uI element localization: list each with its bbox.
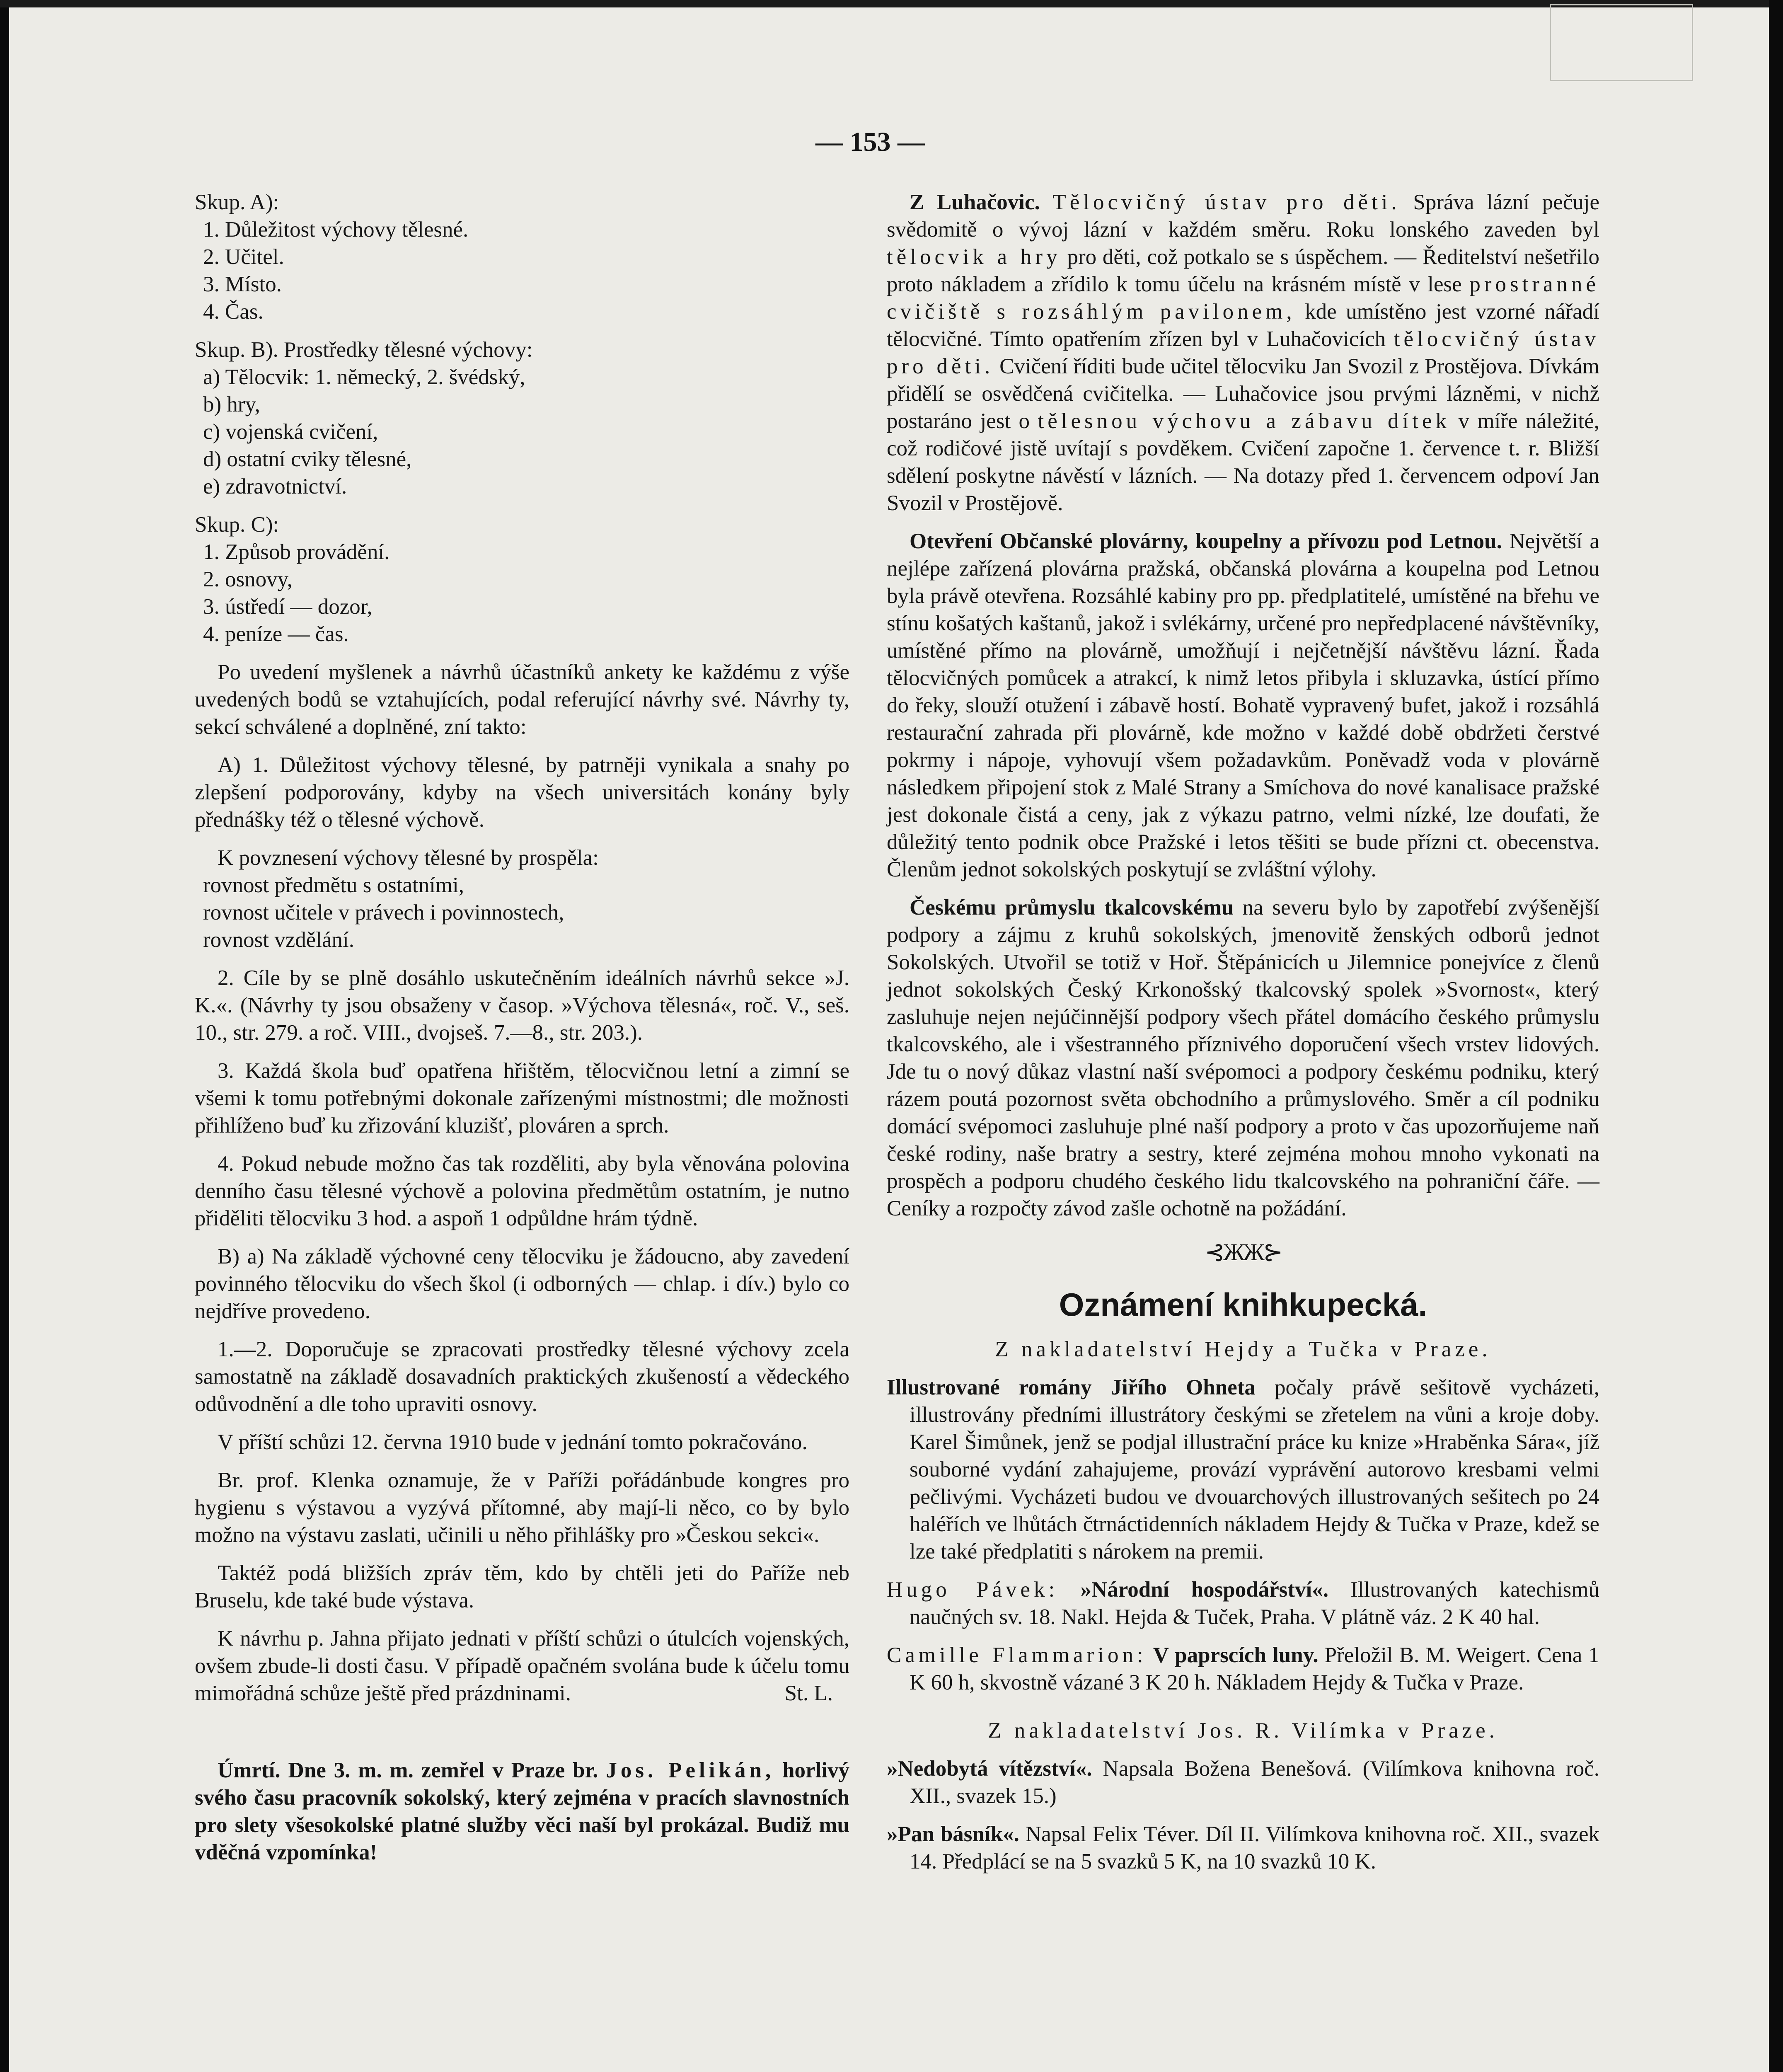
list-item: rovnost učitele v právech i povinnostech, (203, 900, 564, 925)
skup-a-heading: Skup. A): (195, 190, 279, 214)
skup-a-item: 3. Místo. (203, 272, 282, 296)
list-item: rovnost vzdělání. (203, 928, 355, 952)
book-entry (887, 1820, 1599, 1875)
article-tkalcovstvi (887, 894, 1599, 1222)
scan-top-edge (0, 0, 1783, 7)
book-description: Přeložil B. M. Weigert. Cena 1 K 60 h, skvostně vázané 3 K 20 h. Nákladem Hejdy & Tučka v Praze. (910, 1643, 1599, 1694)
obituary-label: Úmrtí. (218, 1758, 281, 1782)
skup-b-heading: Skup. B). Prostředky tělesné výchovy: (195, 338, 533, 362)
right-column (887, 189, 1599, 1875)
announcements-title: Oznámení knihkupecká. (1059, 1286, 1427, 1323)
skup-c-item: 4. peníze — čas. (203, 622, 349, 646)
book-title: »Národní hospodářství«. (1080, 1578, 1329, 1602)
paragraph: B) a) Na základě výchovné ceny tělocviku je žádoucno, aby zavedení povinného tělocviku do všech škol (i odborných — chlap. i dív.) bylo co nejdříve provedeno. (195, 1244, 849, 1323)
book-title: Illustrované romány Jiřího Ohneta (887, 1375, 1256, 1399)
book-author: Hugo Pávek: (887, 1578, 1059, 1602)
library-stamp-frame (1550, 4, 1693, 81)
skup-c-item: 2. osnovy, (203, 567, 293, 591)
book-title: »Nedobytá vítězství«. (887, 1757, 1092, 1781)
publisher-heading: Z nakladatelství Jos. R. Vilímka v Praze. (988, 1719, 1498, 1743)
skup-a-item: 2. Učitel. (203, 245, 284, 269)
obituary (195, 1757, 849, 1866)
paragraph: 2. Cíle by se plně dosáhlo uskutečněním ideálních návrhů sekce »J. K.«. (Návrhy ty jsou obsaženy v časop. »Výchova tělesná«, roč. V., seš. 10., str. 279. a roč. VIII., dvojseš. 7.—8., str. 203.). (195, 966, 849, 1045)
article-label: Českému průmyslu tkalcovskému (910, 896, 1234, 920)
article-text: Cvičení říditi bude učitel tělocviku Jan Svozil z Prostějova. Dívkám přidělí se osvědčená cvičitelka. — Luhačovice jsou prvými lázněmi, v nichž postaráno jest o (887, 354, 1600, 433)
skup-b-item: e) zdravotnictví. (203, 474, 347, 499)
book-description: Napsala Božena Benešová. (Vilímkova knihovna roč. XII., svazek 15.) (910, 1757, 1600, 1808)
obituary-name: Jos. Pelikán, (606, 1758, 775, 1782)
skup-b-item: b) hry, (203, 392, 260, 416)
article-text: na severu bylo by zapotřebí zvýšenější podpory a zájmu z kruhů sokolských, jmenovitě ženských odborů jednot Sokolských. Utvořil se totiž v Hoř. Štěpánicích u Jilemnice ponejvíce z členů jednot sokolských Český Krkonošský tkalcovský spolek »Svornost«, který zasluhuje nejen nejúčinnější podpory všech přátel domácího českého průmyslu tkalcovského, ale i všestranného příznivého doporučení všech vrstev lidových. Jde tu o nový důkaz vlastní naší svépomoci a podpory českému podniku, který rázem poutá pozornost světa obchodního a průmyslového. Směr a cíl podniku domácí svépomoci zasluhuje plné naší podpory a proto v čas upozorňujeme naň české rodiny, naše bratry a sestry, které zejména mohou mnoho vykonati na prospěch a podporu chudého českého lidu tkalcovského na pohraniční čáře. — Ceníky a rozpočty závod zašle ochotně na požádání. (887, 896, 1599, 1220)
book-title: »Pan básník«. (887, 1822, 1019, 1846)
article-text: v míře náležité, což rodičové jistě uvítají s povděkem. Cvičení započne 1. července t. r. Bližší sdělení poskytne návěstí v lázních. — Na dotazy před 1. červencem odpoví Jan Svozil v Prostějově. (887, 409, 1600, 515)
paragraph: 4. Pokud nebude možno čas tak rozděliti, aby byla věnována polovina denního času tělesné výchově a polovina předmětům ostatním, je nutno přiděliti tělocviku 3 hod. a aspoň 1 odpůldne hrám týdně. (195, 1152, 849, 1230)
paragraph: 1.—2. Doporučuje se zpracovati prostředky tělesné výchovy zcela samostatně na základě dosavadních praktických zkušeností a vědeckého odůvodnění a dle toho upraviti osnovy. (195, 1337, 849, 1416)
article-plovarna (887, 528, 1599, 883)
page-number: — 153 — (815, 127, 925, 157)
book-title: V paprscích luny. (1153, 1643, 1319, 1667)
paragraph: Po uvedení myšlenek a návrhů účastníků ankety ke každému z výše uvedených bodů se vztahujících, podal referující návrhy své. Návrhy ty, sekcí schválené a doplněné, zní takto: (195, 660, 849, 739)
publisher-heading: Z nakladatelství Hejdy a Tučka v Praze. (995, 1337, 1491, 1361)
spaced-text: prostranné cvičiště s rozsáhlým pavilonem, (887, 272, 1600, 324)
paragraph: K povznesení výchovy tělesné by prospěla: (218, 846, 599, 870)
skup-a-item: 1. Důležitost výchovy tělesné. (203, 218, 469, 242)
paragraph: A) 1. Důležitost výchovy tělesné, by patrněji vynikala a snahy po zlepšení podporovány, kdyby na všech universitách konány byly přednášky též o tělesné výchově. (195, 753, 849, 832)
book-entry (887, 1576, 1599, 1631)
book-author: Camille Flammarion: (887, 1643, 1147, 1667)
book-entry (887, 1374, 1599, 1565)
paragraph: 3. Každá škola buď opatřena hřištěm, tělocvičnou letní a zimní se všemi k tomu potřebnými dokonale zařízenými místnostmi; dle možnosti přihlíženo buď ku zřizování kluzišť, plováren a sprch. (195, 1059, 849, 1138)
skup-b-item: c) vojenská cvičení, (203, 420, 378, 444)
book-description: Napsal Felix Téver. Díl II. Vilímkova knihovna roč. XII., svazek 14. Předplácí se na 5 svazků 5 K, na 10 svazků 10 K. (910, 1822, 1599, 1874)
book-entry (887, 1641, 1599, 1696)
paragraph: Br. prof. Klenka oznamuje, že v Paříži pořádánbude kongres pro hygienu s výstavou a vyzývá přítomné, aby mají-li něco, co by bylo možno na výstavu zaslati, učinili u něho přihlášky pro »Českou sekci«. (195, 1468, 849, 1547)
book-description: Illustrovaných katechismů naučných sv. 18. Nakl. Hejda & Tuček, Praha. V plátně váz. 2 K 40 hal. (910, 1578, 1599, 1629)
paragraph (195, 1625, 849, 1707)
skup-b-item: a) Tělocvik: 1. německý, 2. švédský, (203, 365, 525, 389)
ornament-divider: ⊰ЖЖ⊱ (1205, 1239, 1282, 1266)
book-entry (887, 1755, 1599, 1810)
skup-b-item: d) ostatní cviky tělesné, (203, 447, 412, 471)
article-text: Správa lázní pečuje svědomitě o vývoj lázní v každém směru. Roku lonského zaveden byl (887, 190, 1599, 242)
author-initials: St. L. (784, 1681, 833, 1705)
skup-c-item: 1. Způsob provádění. (203, 540, 390, 564)
spaced-text: Tělocvičný ústav pro děti. (1052, 190, 1401, 214)
obituary-text: horlivý svého času pracovník sokolský, který zejména v pracích slavnostních pro slety všesokolské platné služby věci naší byl prokázal. Budiž mu vděčná vzpomínka! (195, 1758, 850, 1864)
article-label: Z Luhačovic. (910, 190, 1040, 214)
list-item: rovnost předmětu s ostatními, (203, 873, 464, 897)
article-label: Otevření Občanské plovárny, koupelny a přívozu pod Letnou. (910, 529, 1502, 553)
spaced-text: tělocvik a hry (887, 245, 1061, 269)
article-text: kde umístěno jest vzorné nářadí tělocvičné. Tímto opatřením zřízen byl v Luhačovicích (887, 300, 1599, 351)
article-luhacovice (887, 189, 1599, 517)
paragraph: Taktéž podá bližších zpráv těm, kdo by chtěli jeti do Paříže neb Bruselu, kde také bude výstava. (195, 1561, 849, 1612)
article-text: Největší a nejlépe zařízená plovárna pražská, občanská plovárna a koupelna pod Letnou byla právě otevřena. Rozsáhlé kabiny pro pp. předplatitelé, umístěné na břehu ve stínu košatých kaštanů, jakož i svlékárny, určené pro nepředplacené návštěvníky, umístěné přímo na plovárně, umožňují i nejčetnější návštěvu lázní. Řada tělocvičných pomůcek a atrakcí, k nimž letos přibyla i skluzavka, ústící přímo do řeky, slouží otužení i zábavě hostí. Bohatě vypravený bufet, jakož i rozsáhlá restaurační zahrada při plovárně, kde možno v každé době obdržeti čerstvé pokrmy i nápoje, vyhovují všem požadavkům. Poněvadž voda v plovárně následkem připojení stok z Malé Strany a Smíchova do nové kanalisace pražské jest dokonale čistá a ceny, jak z výkazu patrno, velmi nízké, lze doufati, že důležitý tento podnik obce Pražské i letos těšiti se bude přízni ct. obecenstva. Členům jednot sokolských poskytují se zvláštní výlohy. (887, 529, 1599, 881)
obituary-text: Dne 3. m. m. zemřel v Praze br. (288, 1758, 598, 1782)
book-description: počaly právě sešitově vycházeti, illustrovány předními illustrátory českými se zřetelem na vůni a kroje doby. Karel Šimůnek, jenž se podjal illustrační práce ku knize »Hraběnka Sára«, jíž souborné vydání zahajujeme, provází vyprávění autorovo kresbami velmi pečlivými. Vycházeti budou ve dvouarchových illustrovaných sešitech po 24 haléřích ve lhůtách čtrnáctidenních nákladem Hejdy & Tučka v Praze, kdež se lze také předplatiti s nárokem na premii. (910, 1375, 1600, 1564)
paragraph-text: K návrhu p. Jahna přijato jednati v příští schůzi o útulcích vojenských, ovšem zbude-li dosti času. V případě opačném svolána bude k účelu tomu mimořádná schůze ještě před prázdninami. (195, 1627, 849, 1705)
spaced-text: tělocvičný ústav pro děti. (887, 327, 1600, 378)
spaced-text: tělesnou výchovu a zábavu dítek (1038, 409, 1451, 433)
skup-c-item: 3. ústředí — dozor, (203, 595, 373, 619)
skup-a-item: 4. Čas. (203, 300, 264, 324)
paragraph: V příští schůzi 12. června 1910 bude v jednání tomto pokračováno. (218, 1430, 808, 1454)
article-text: pro děti, což potkalo se s úspěchem. — Ředitelství nešetřilo proto nákladem a zřídilo k tomu účelu na krásném místě v lese (887, 245, 1599, 296)
skup-c-heading: Skup. C): (195, 513, 279, 537)
left-column (195, 189, 849, 1866)
